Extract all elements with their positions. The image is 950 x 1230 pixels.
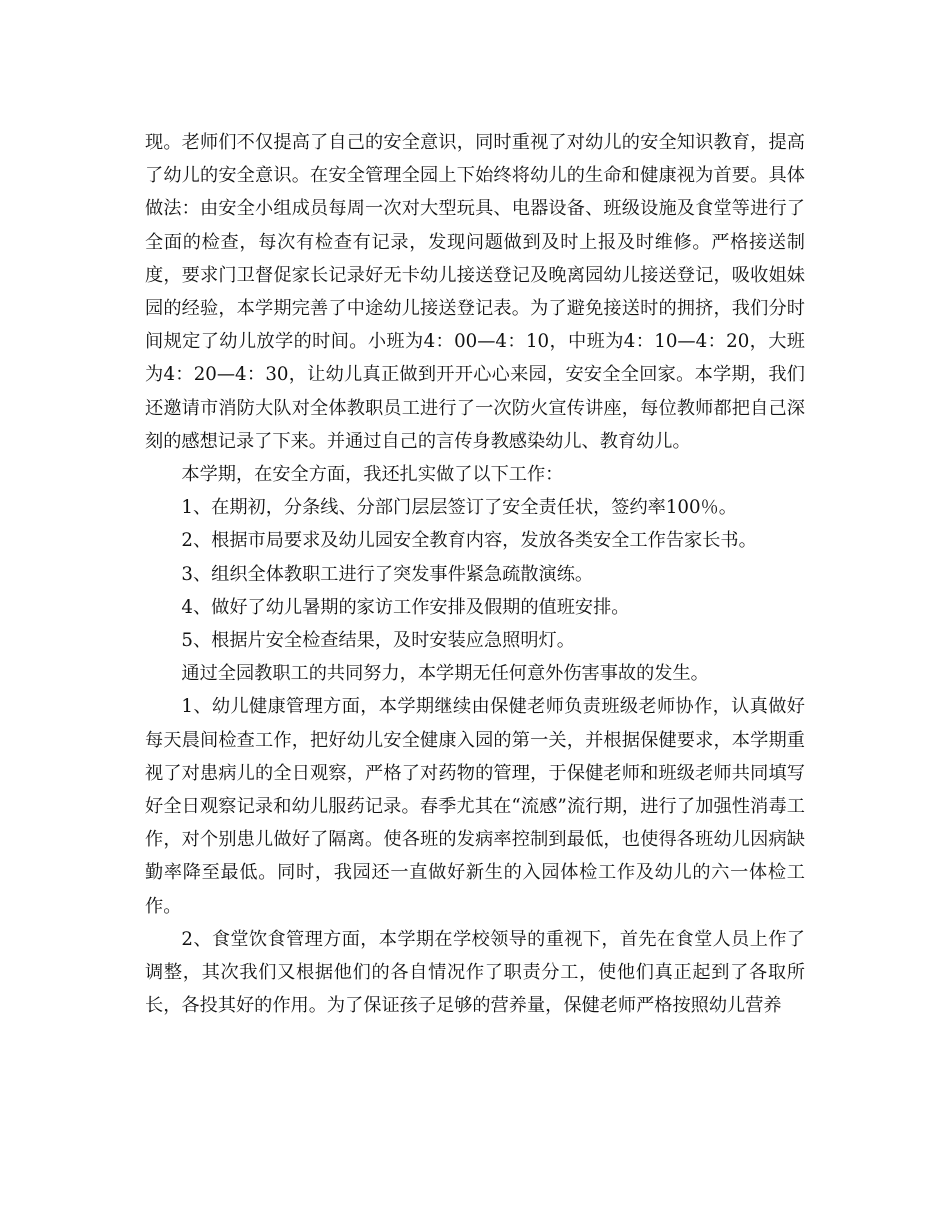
paragraph-1: 现。老师们不仅提高了自己的安全意识，同时重视了对幼儿的安全知识教育，提高了幼儿的安全意识。在安全管理全园上下始终将幼儿的生命和健康视为首要。具体做法：由安全小组成员每周一次对大型玩具、电器设备、班级设施及食堂等进行了全面的检查，每次有检查有记录，发现问题做到及时上报及时维修。严格接送制度，要求门卫督促家长记录好无卡幼儿接送登记及晚离园幼儿接送登记，吸收姐妹园的经验，本学期完善了中途幼儿接送登记表。为了避免接送时的拥挤，我们分时间规定了幼儿放学的时间。小班为4：00—4：10，中班为4：10—4：20，大班为4：20—4：30，让幼儿真正做到开开心心来园，安安全全回家。本学期，我们还邀请市消防大队对全体教职员工进行了一次防火宣传讲座，每位教师都把自己深刻的感想记录了下来。并通过自己的言传身教感染幼儿、教育幼儿。: [145, 132, 805, 452]
paragraph-3: 1、在期初，分条线、分部门层层签订了安全责任状，签约率100％。: [181, 497, 737, 519]
paragraph-8: 通过全园教职工的共同努力，本学期无任何意外伤害事故的发生。: [181, 663, 709, 685]
paragraph-5: 3、组织全体教职工进行了突发事件紧急疏散演练。: [181, 563, 594, 585]
paragraph-9: 1、幼儿健康管理方面，本学期继续由保健老师负责班级老师协作，认真做好每天晨间检查工作，把好幼儿安全健康入园的第一关，并根据保健要求，本学期重视了对患病儿的全日观察，严格了对药物的管理，于保健老师和班级老师共同填写好全日观察记录和幼儿服药记录。春季尤其在“流感”流行期，进行了加强性消毒工作，对个别患儿做好了隔离。使各班的发病率控制到最低，也使得各班幼儿因病缺勤率降至最低。同时，我园还一直做好新生的入园体检工作及幼儿的六一体检工作。: [145, 696, 805, 917]
paragraph-2: 本学期，在安全方面，我还扎实做了以下工作：: [181, 464, 564, 486]
paragraph-7: 5、根据片安全检查结果，及时安装应急照明灯。: [181, 630, 575, 652]
document-body: [145, 126, 805, 1022]
paragraph-4: 2、根据市局要求及幼儿园安全教育内容，发放各类安全工作告家长书。: [181, 530, 757, 552]
paragraph-6: 4、做好了幼儿暑期的家访工作安排及假期的值班安排。: [181, 596, 630, 618]
paragraph-10: 2、食堂饮食管理方面，本学期在学校领导的重视下，首先在食堂人员上作了调整，其次我们又根据他们的各自情况作了职责分工，使他们真正起到了各取所长，各投其好的作用。为了保证孩子足够的营养量，保健老师严格按照幼儿营养: [145, 928, 805, 1017]
